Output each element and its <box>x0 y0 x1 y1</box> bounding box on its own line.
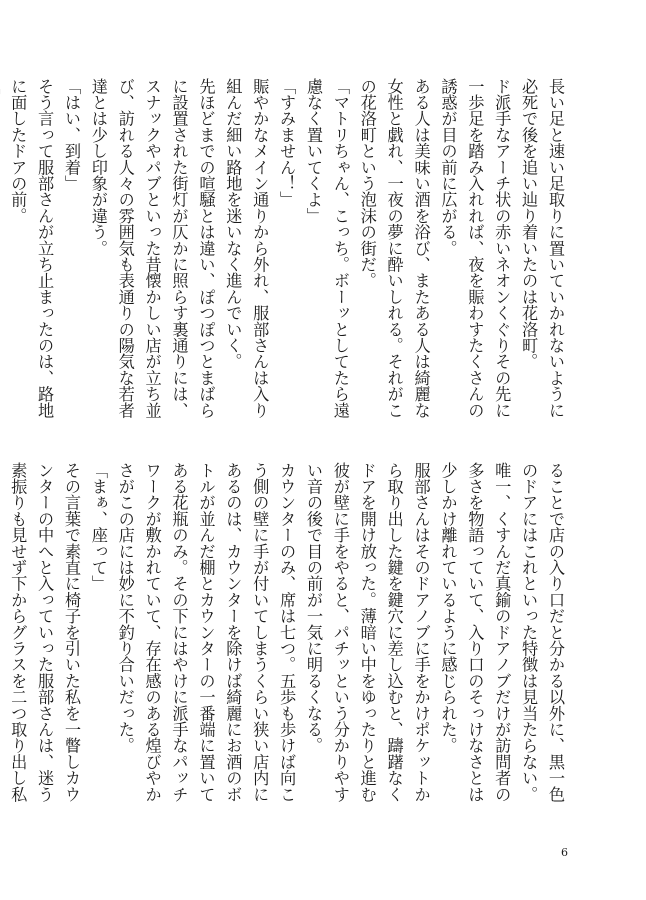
paragraph: 長い足と速い足取りに置いていかれないように必死で後を追い辿り着いたのは花洛町。 <box>519 78 565 419</box>
text-block-top <box>8 78 568 423</box>
paragraph: 「すみません！」 <box>277 78 297 208</box>
page-number: 6 <box>561 846 568 859</box>
paragraph: ある人は美味い酒を浴び、またある人は綺麗な女性と戯れ、一夜の夢に酔いしれる。それがこの花洛町という泡沫の街だ。 <box>357 78 431 419</box>
paragraph: 先ほどまでの喧騒とは違い、ぽつぽつとまばらに設置された街灯が仄かに照らす裏通りには、スナックやパブといった昔懐かしい店が立ち並び、訪れる人々の雰囲気も表通りの陽気な若者達とは少し印象が違う。 <box>88 78 216 419</box>
paragraph: そう言って服部さんが立ち止まったのは、路地に面したドアの前。 <box>8 78 55 419</box>
paragraph: 賑やかなメイン通りから外れ、服部さんは入り組んだ細い路地を迷いなく進んでいく。 <box>223 78 270 419</box>
text-block-bottom <box>8 462 568 807</box>
paragraph: 服部さんはそのドアノブに手をかけポケットから取り出した鍵を鍵穴に差し込むと、躊躇なくドアを開け放った。薄暗い中をゆったりと進む彼が壁に手をやると、パチッという分かりやすい音の後で目の前が一気に明るくなる。 <box>303 462 431 803</box>
paragraph: ることで店の入り口だと分かる以外に、黒一色のドアにはこれといった特徴は見当たらない。 <box>519 462 565 803</box>
paragraph: 「はい、到着」 <box>61 78 81 192</box>
paragraph <box>0 78 3 423</box>
paragraph: その言葉で素直に椅子を引いた私を一瞥しカウンターの中へと入っていった服部さんは、迷う素振りも見せず下からグラスを二つ取り出し私 <box>8 462 81 803</box>
paragraph: カウンターのみ、席は七つ。五歩も歩けば向こう側の壁に手が付いてしまうくらい狭い店内にあるのは、カウンターを除けば綺麗にお酒のボトルが並んだ棚とカウンターの一番端に置いてある花瓶のみ。その下にはやけに派手なパッチワークが敷かれていて、存在感のある煌びやかさがこの店には妙に不釣り合いだった。 <box>115 462 297 803</box>
paragraph: 「まぁ、座って」 <box>88 462 108 592</box>
paragraph: ド派手なアーチ状の赤いネオンくぐりその先に一歩足を踏み入れれば、夜を賑わすたくさんの誘惑が目の前に広がる。 <box>438 78 512 419</box>
paragraph: 唯一、くすんだ真鍮のドアノブだけが訪問者の多さを物語っていて、入り口のそっけなさとは少しかけ離れているように感じられた。 <box>438 462 512 803</box>
paragraph: 「マトリちゃん、こっち。ボーッとしてたら遠慮なく置いてくよ」 <box>303 78 350 419</box>
